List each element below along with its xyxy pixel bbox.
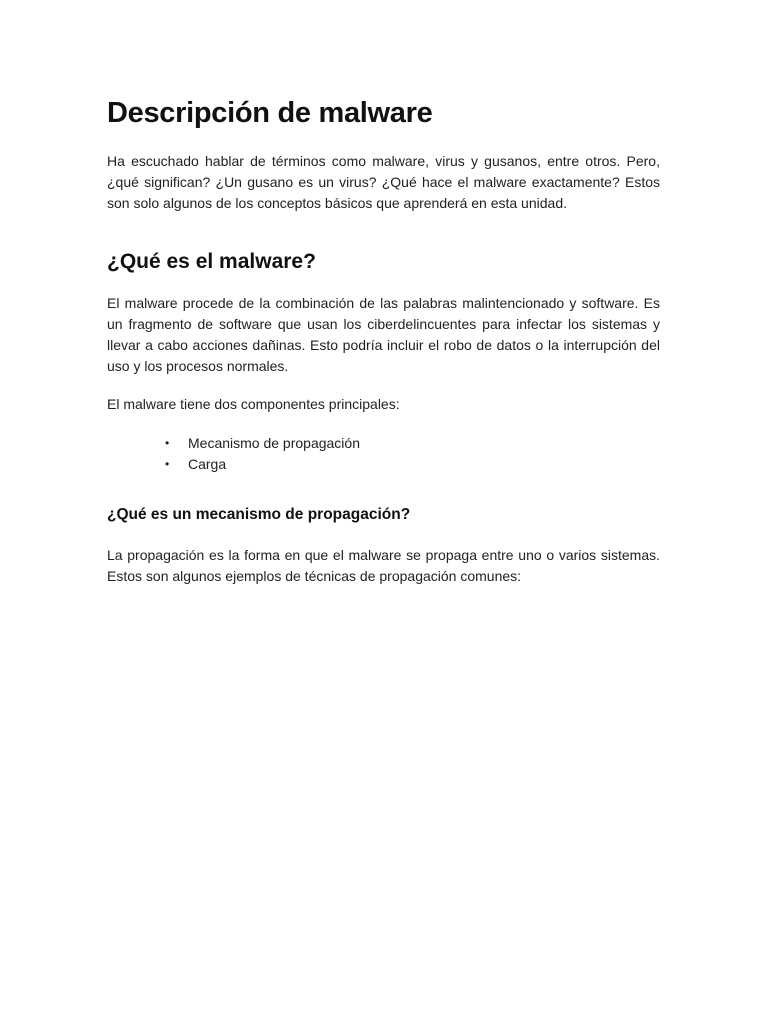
list-item-text: Carga xyxy=(188,456,227,472)
bullet-icon: • xyxy=(165,436,170,450)
components-intro-paragraph: El malware tiene dos componentes principales: xyxy=(107,396,400,412)
propagation-paragraph: La propagación es la forma en que el malware se propaga entre uno o varios sistemas. Estos son algunos ejemplos de técnicas de propagación comunes: xyxy=(107,547,660,584)
intro-paragraph: Ha escuchado hablar de términos como malware, virus y gusanos, entre otros. Pero, ¿qué significan? ¿Un gusano es un virus? ¿Qué hace el malware exactamente? Estos son solo algunos de los conceptos básicos que aprenderá en esta unidad. xyxy=(107,153,660,211)
bullet-icon: • xyxy=(165,457,170,471)
list-item xyxy=(107,433,660,454)
page-title: Descripción de malware xyxy=(107,97,433,129)
list-item xyxy=(107,454,660,475)
malware-definition-paragraph: El malware procede de la combinación de las palabras malintencionado y software. Es un fragmento de software que usan los ciberdelincuentes para infectar los sistemas y llevar a cabo acciones dañinas. Esto podría incluir el robo de datos o la interrupción del uso y los procesos normales. xyxy=(107,295,660,374)
list-item-text: Mecanismo de propagación xyxy=(188,435,360,451)
section-heading-propagation: ¿Qué es un mecanismo de propagación? xyxy=(107,506,411,523)
components-list xyxy=(107,433,660,475)
section-heading-what-is-malware: ¿Qué es el malware? xyxy=(107,250,316,273)
